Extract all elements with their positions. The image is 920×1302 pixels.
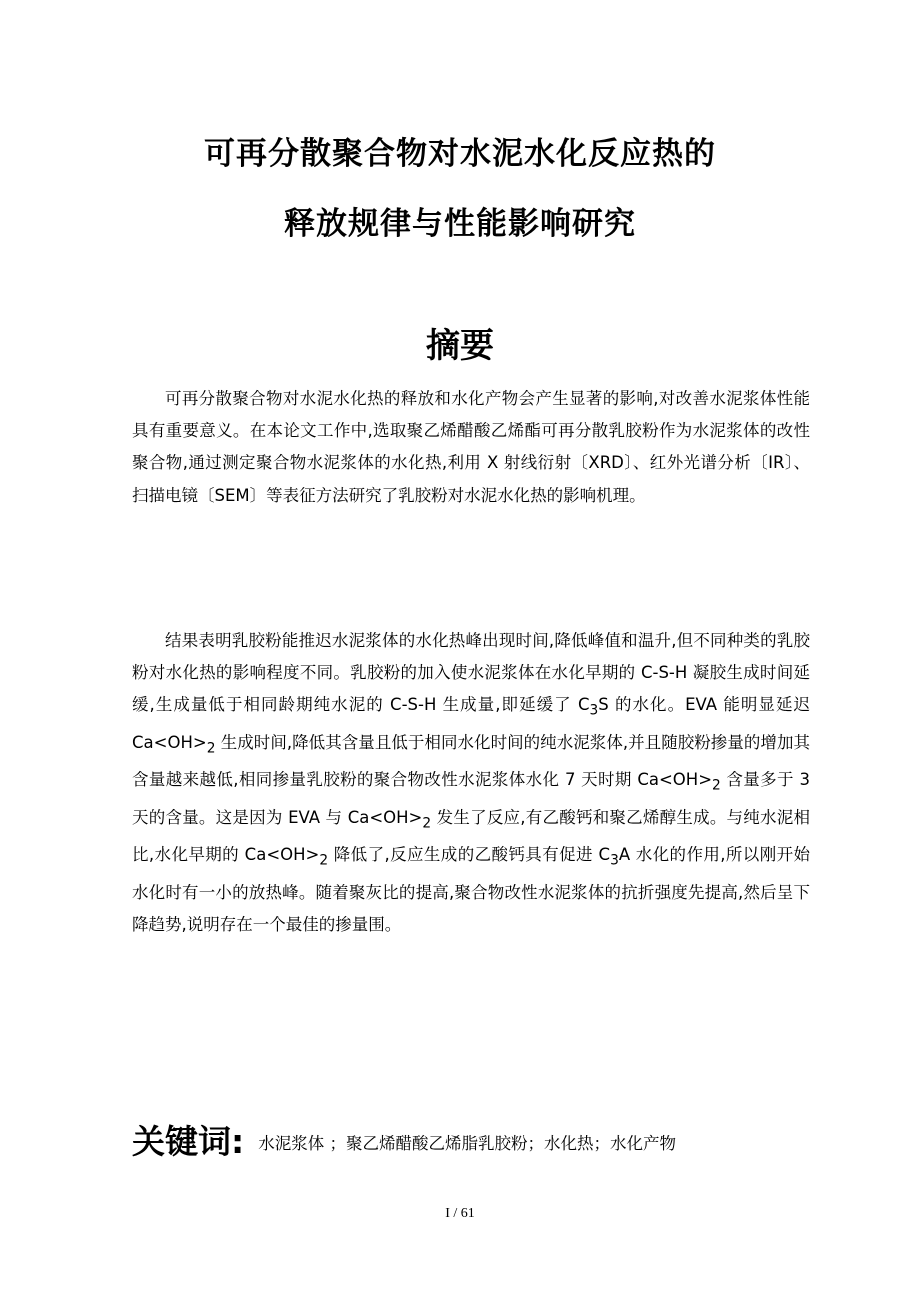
paragraph-2-segment: A 水化的作用,所以刚开始水化时有一小的放热峰。随着聚灰比的提高,聚合物改性水泥浆体的抗折强度先提高,然后呈下降趋势,说明存在一个最佳的掺量围。 [132,845,810,935]
keywords-text: 水泥浆体 ；聚乙烯醋酸乙烯脂乳胶粉；水化热；水化产物 [258,1134,676,1153]
keywords-row [132,1116,822,1163]
paragraph-2-segment: 含量多于 3 天的含量。这是因为 EVA 与 Ca<OH> [132,770,810,827]
subscript: 2 [206,740,216,757]
paragraph-2-segment: S 的水化。EVA 能明显延迟 Ca<OH> [132,695,810,752]
paragraph-2-segment: 结果表明乳胶粉能推迟水泥浆体的水化热峰出现时间,降低峰值和温升,但不同种类的乳胶粉对水化热的影响程度不同。乳胶粉的加入使水泥浆体在水化早期的 C-S-H 凝胶生成时间延缓,生成量低于相同龄期纯水泥的 C-S-H 生成量,即延缓了 C [132,631,810,715]
subscript: 2 [712,777,721,794]
abstract-paragraph-2 [132,625,810,941]
page-number: I / 61 [445,1206,475,1221]
abstract-heading: 摘要 [426,326,494,366]
title-line-2: 释放规律与性能影响研究 [284,206,636,242]
keywords-label: 关键词: [132,1122,245,1161]
subscript: 3 [589,702,599,719]
paragraph-2-segment: 降低了,反应生成的乙酸钙具有促进 C [328,845,611,865]
subscript: 3 [610,852,619,869]
subscript: 2 [319,852,329,869]
paragraph-2-segment: 生成时间,降低其含量且低于相同水化时间的纯水泥浆体,并且随胶粉掺量的增加其含量越来越低,相同掺量乳胶粉的聚合物改性水泥浆体水化 7 天时期 Ca<OH> [132,732,810,790]
subscript: 2 [422,815,432,832]
abstract-paragraph-1: 可再分散聚合物对水泥水化热的释放和水化产物会产生显著的影响,对改善水泥浆体性能具有重要意义。在本论文工作中,选取聚乙烯醋酸乙烯酯可再分散乳胶粉作为水泥浆体的改性聚合物,通过测定聚合物水泥浆体的水化热,利用 X 射线衍射〔XRD〕、红外光谱分析〔IR〕、扫描电镜〔SEM〕等表征方法研究了乳胶粉对水泥水化热的影响机理。 [132,389,810,505]
title-line-1: 可再分散聚合物对水泥水化反应热的 [204,136,716,172]
paragraph-2-segment: 发生了反应,有乙酸钙和聚乙烯醇生成。与纯水泥相比,水化早期的 Ca<OH> [132,807,810,865]
